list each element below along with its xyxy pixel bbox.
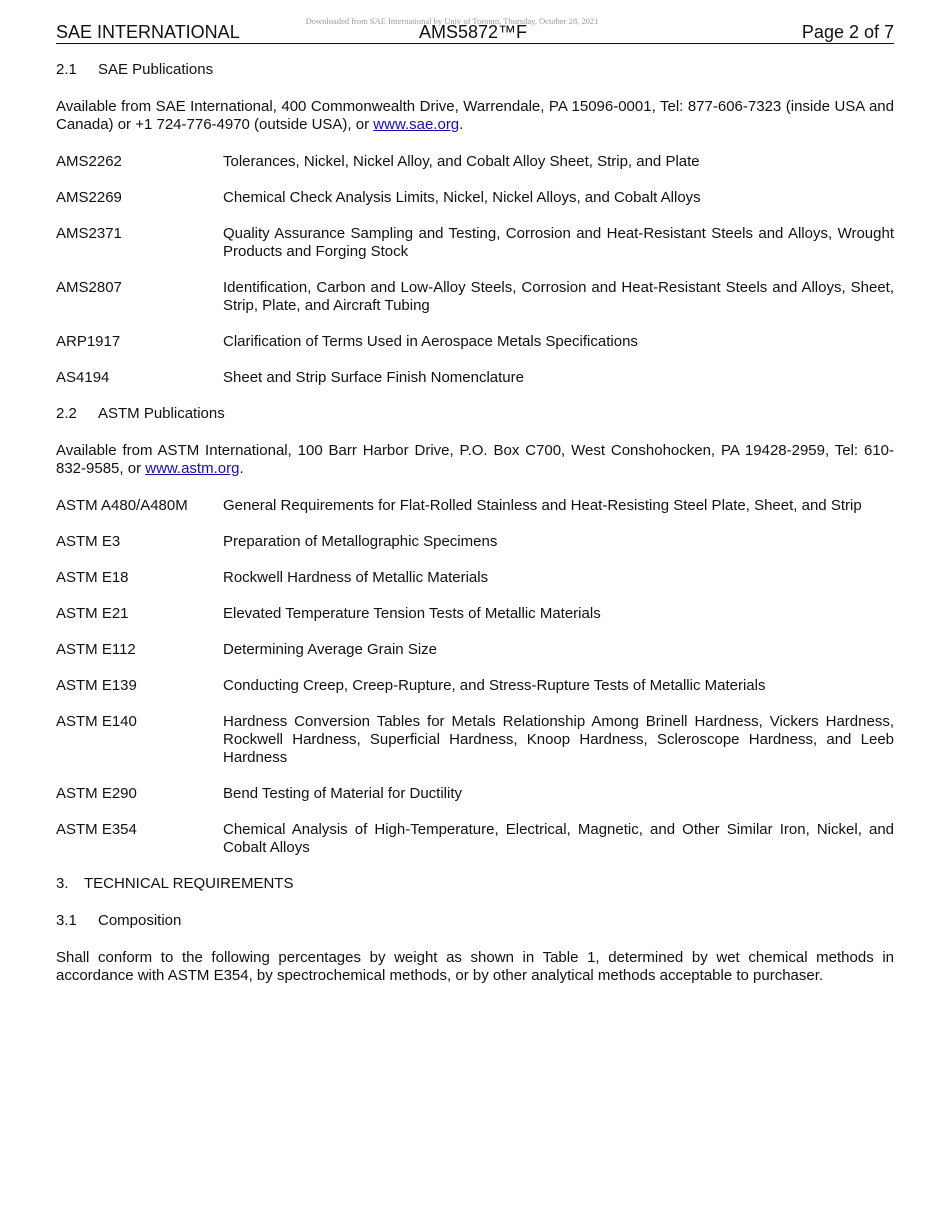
section-heading-composition <box>56 912 894 930</box>
reference-code: ASTM E112 <box>56 641 136 658</box>
reference-title: Tolerances, Nickel, Nickel Alloy, and Cobalt Alloy Sheet, Strip, and Plate <box>223 153 700 170</box>
reference-item <box>56 497 894 515</box>
reference-item <box>56 569 894 587</box>
reference-code: ASTM E290 <box>56 785 137 802</box>
reference-item <box>56 533 894 551</box>
reference-title: Clarification of Terms Used in Aerospace Metals Specifications <box>223 333 638 350</box>
astm-reference-list <box>56 497 894 857</box>
sae-intro-end: . <box>459 116 464 133</box>
sae-intro-text: Available from SAE International, 400 Commonwealth Drive, Warrendale, PA 15096-0001, Tel: 877-606-7323 (inside USA and Canada) or +1 724-776-4970 (outside USA), or <box>56 98 894 133</box>
section-title: TECHNICAL REQUIREMENTS <box>84 875 294 892</box>
astm-availability-paragraph <box>56 442 894 478</box>
page-header <box>56 22 894 44</box>
section-number: 3.1 <box>56 912 77 929</box>
reference-code: ASTM E139 <box>56 677 137 694</box>
reference-code: ASTM E3 <box>56 533 121 550</box>
section-heading-sae-publications <box>56 61 894 79</box>
reference-code: ARP1917 <box>56 333 121 350</box>
reference-title: General Requirements for Flat-Rolled Stainless and Heat-Resisting Steel Plate, Sheet, and Strip <box>223 497 862 514</box>
reference-title: Bend Testing of Material for Ductility <box>223 785 462 802</box>
reference-code: ASTM E354 <box>56 821 137 838</box>
sae-reference-list <box>56 153 894 387</box>
reference-code: ASTM E18 <box>56 569 129 586</box>
reference-code: AMS2262 <box>56 153 122 170</box>
reference-code: AMS2371 <box>56 225 122 242</box>
reference-title: Chemical Analysis of High-Temperature, Electrical, Magnetic, and Other Similar Iron, Nickel, and Cobalt Alloys <box>223 821 894 856</box>
reference-title: Hardness Conversion Tables for Metals Relationship Among Brinell Hardness, Vickers Hardness, Rockwell Hardness, Superficial Hardness, Knoop Hardness, Scleroscope Hardness, and Leeb Hardness <box>223 713 894 766</box>
document-body <box>56 61 894 1004</box>
reference-code: ASTM A480/A480M <box>56 497 188 514</box>
reference-title: Preparation of Metallographic Specimens <box>223 533 498 550</box>
sae-website-link[interactable]: www.sae.org <box>373 116 460 133</box>
section-title: ASTM Publications <box>98 405 225 422</box>
reference-title: Identification, Carbon and Low-Alloy Steels, Corrosion and Heat-Resistant Steels and Alloys, Sheet, Strip, Plate, and Aircraft Tubing <box>223 279 894 314</box>
reference-code: AMS2807 <box>56 279 122 296</box>
astm-website-link[interactable]: www.astm.org <box>145 460 240 477</box>
reference-title: Conducting Creep, Creep-Rupture, and Stress-Rupture Tests of Metallic Materials <box>223 677 766 694</box>
reference-item <box>56 641 894 659</box>
reference-item <box>56 785 894 803</box>
page-number: Page 2 of 7 <box>801 22 894 42</box>
reference-title: Quality Assurance Sampling and Testing, Corrosion and Heat-Resistant Steels and Alloys, Wrought Products and Forging Stock <box>223 225 894 260</box>
section-heading-astm-publications <box>56 405 894 423</box>
download-watermark: Downloaded from SAE International by Univ of Toronto, Thursday, October 28, 2021 <box>305 16 599 26</box>
sae-availability-paragraph <box>56 98 894 134</box>
reference-title: Rockwell Hardness of Metallic Materials <box>223 569 489 586</box>
composition-paragraph: Shall conform to the following percentages by weight as shown in Table 1, determined by wet chemical methods in accordance with ASTM E354, by spectrochemical methods, or by other analytical methods acceptable to purchaser. <box>56 949 894 984</box>
reference-title: Sheet and Strip Surface Finish Nomenclature <box>223 369 524 386</box>
reference-item <box>56 677 894 695</box>
reference-item <box>56 279 894 315</box>
reference-code: AS4194 <box>56 369 110 386</box>
astm-intro-end: . <box>239 460 244 477</box>
section-number: 2.1 <box>56 61 77 78</box>
reference-title: Elevated Temperature Tension Tests of Metallic Materials <box>223 605 601 622</box>
reference-item <box>56 713 894 767</box>
reference-code: ASTM E21 <box>56 605 129 622</box>
section-title: Composition <box>98 912 182 929</box>
reference-item <box>56 605 894 623</box>
section-number: 3. <box>56 875 69 892</box>
reference-code: AMS2269 <box>56 189 122 206</box>
reference-item <box>56 225 894 261</box>
section-title: SAE Publications <box>98 61 214 78</box>
publisher-name: SAE INTERNATIONAL <box>56 22 240 42</box>
reference-code: ASTM E140 <box>56 713 137 730</box>
reference-item <box>56 333 894 351</box>
reference-item <box>56 821 894 857</box>
reference-item <box>56 189 894 207</box>
reference-item <box>56 369 894 387</box>
reference-title: Chemical Check Analysis Limits, Nickel, Nickel Alloys, and Cobalt Alloys <box>223 189 701 206</box>
section-number: 2.2 <box>56 405 77 422</box>
reference-title: Determining Average Grain Size <box>223 641 437 658</box>
document-number: AMS5872™F <box>419 22 528 42</box>
astm-intro-text: Available from ASTM International, 100 Barr Harbor Drive, P.O. Box C700, West Conshohocken, PA 19428-2959, Tel: 610-832-9585, or <box>56 442 894 477</box>
reference-item <box>56 153 894 171</box>
section-heading-technical-requirements <box>56 875 894 893</box>
